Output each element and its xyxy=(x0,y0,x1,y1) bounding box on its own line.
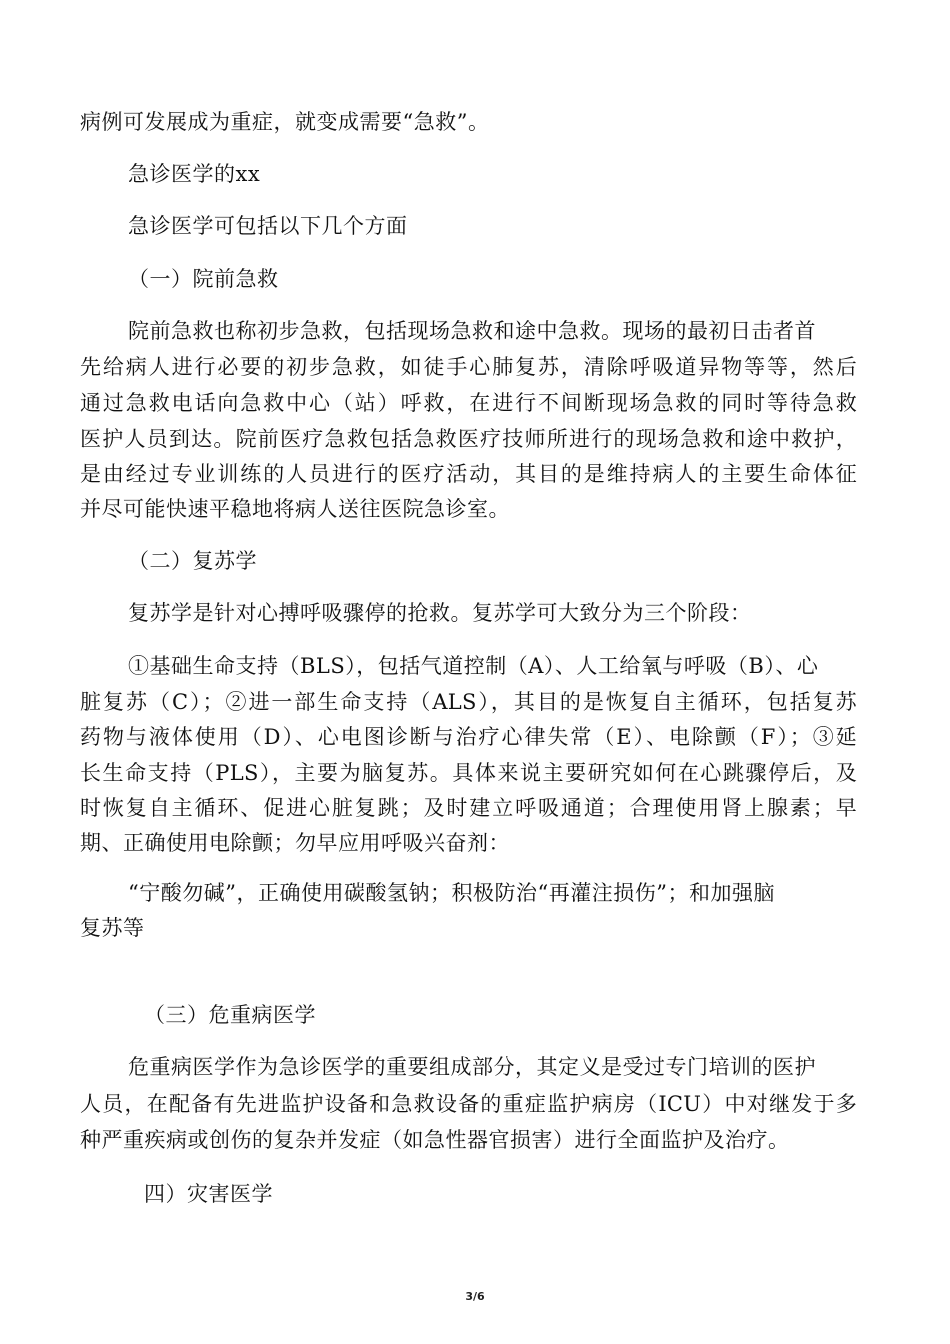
section-heading: 四）灾害医学 xyxy=(144,1182,273,1206)
paragraph-line: 急诊医学可包括以下几个方面 xyxy=(128,214,408,238)
paragraph-line: ①基础生命支持（BLS），包括气道控制（A）、人工给氧与呼吸（B）、心 xyxy=(128,654,819,678)
paragraph-line: 人员，在配备有先进监护设备和急救设备的重症监护病房（ICU）中对继发于多 xyxy=(80,1092,857,1116)
paragraph-line: 先给病人进行必要的初步急救，如徒手心肺复苏，清除呼吸道异物等等，然后 xyxy=(80,355,857,379)
section-heading: （一）院前急救 xyxy=(128,267,279,291)
paragraph-line: 通过急救电话向急救中心（站）呼救，在进行不间断现场急救的同时等待急救 xyxy=(80,391,857,415)
paragraph-line: 急诊医学的xx xyxy=(128,162,261,186)
paragraph-line: 病例可发展成为重症，就变成需要“急救”。 xyxy=(80,110,490,134)
section-heading: （二）复苏学 xyxy=(128,549,257,573)
paragraph-line: 长生命支持（PLS），主要为脑复苏。具体来说主要研究如何在心跳骤停后，及 xyxy=(80,761,857,785)
paragraph-line: 种严重疾病或创伤的复杂并发症（如急性器官损害）进行全面监护及治疗。 xyxy=(80,1128,790,1152)
paragraph-line: 危重病医学作为急诊医学的重要组成部分，其定义是受过专门培训的医护 xyxy=(128,1055,816,1079)
paragraph-line: 是由经过专业训练的人员进行的医疗活动，其目的是维持病人的主要生命体征 xyxy=(80,462,857,486)
paragraph-line: 院前急救也称初步急救，包括现场急救和途中急救。现场的最初日击者首 xyxy=(128,319,816,343)
paragraph-line: 并尽可能快速平稳地将病人送往医院急诊室。 xyxy=(80,497,510,521)
paragraph-line: 期、正确使用电除颤；勿早应用呼吸兴奋剂： xyxy=(80,831,510,855)
section-heading: （三）危重病医学 xyxy=(144,1003,316,1027)
paragraph-line: 复苏学是针对心搏呼吸骤停的抢救。复苏学可大致分为三个阶段： xyxy=(128,601,752,625)
paragraph-line: 药物与液体使用（D）、心电图诊断与治疗心律失常（E）、电除颤（F）；③延 xyxy=(80,725,857,749)
page-number: 3/6 xyxy=(465,1290,485,1303)
paragraph-line: 脏复苏（C）；②进一部生命支持（ALS），其目的是恢复自主循环，包括复苏 xyxy=(80,690,857,714)
paragraph-line: 时恢复自主循环、促进心脏复跳；及时建立呼吸通道；合理使用肾上腺素；早 xyxy=(80,796,857,820)
paragraph-line: 医护人员到达。院前医疗急救包括急救医疗技师所进行的现场急救和途中救护， xyxy=(80,427,857,451)
paragraph-line: “宁酸勿碱”，正确使用碳酸氢钠；积极防治“再灌注损伤”；和加强脑 xyxy=(128,881,775,905)
paragraph-line: 复苏等 xyxy=(80,916,145,940)
